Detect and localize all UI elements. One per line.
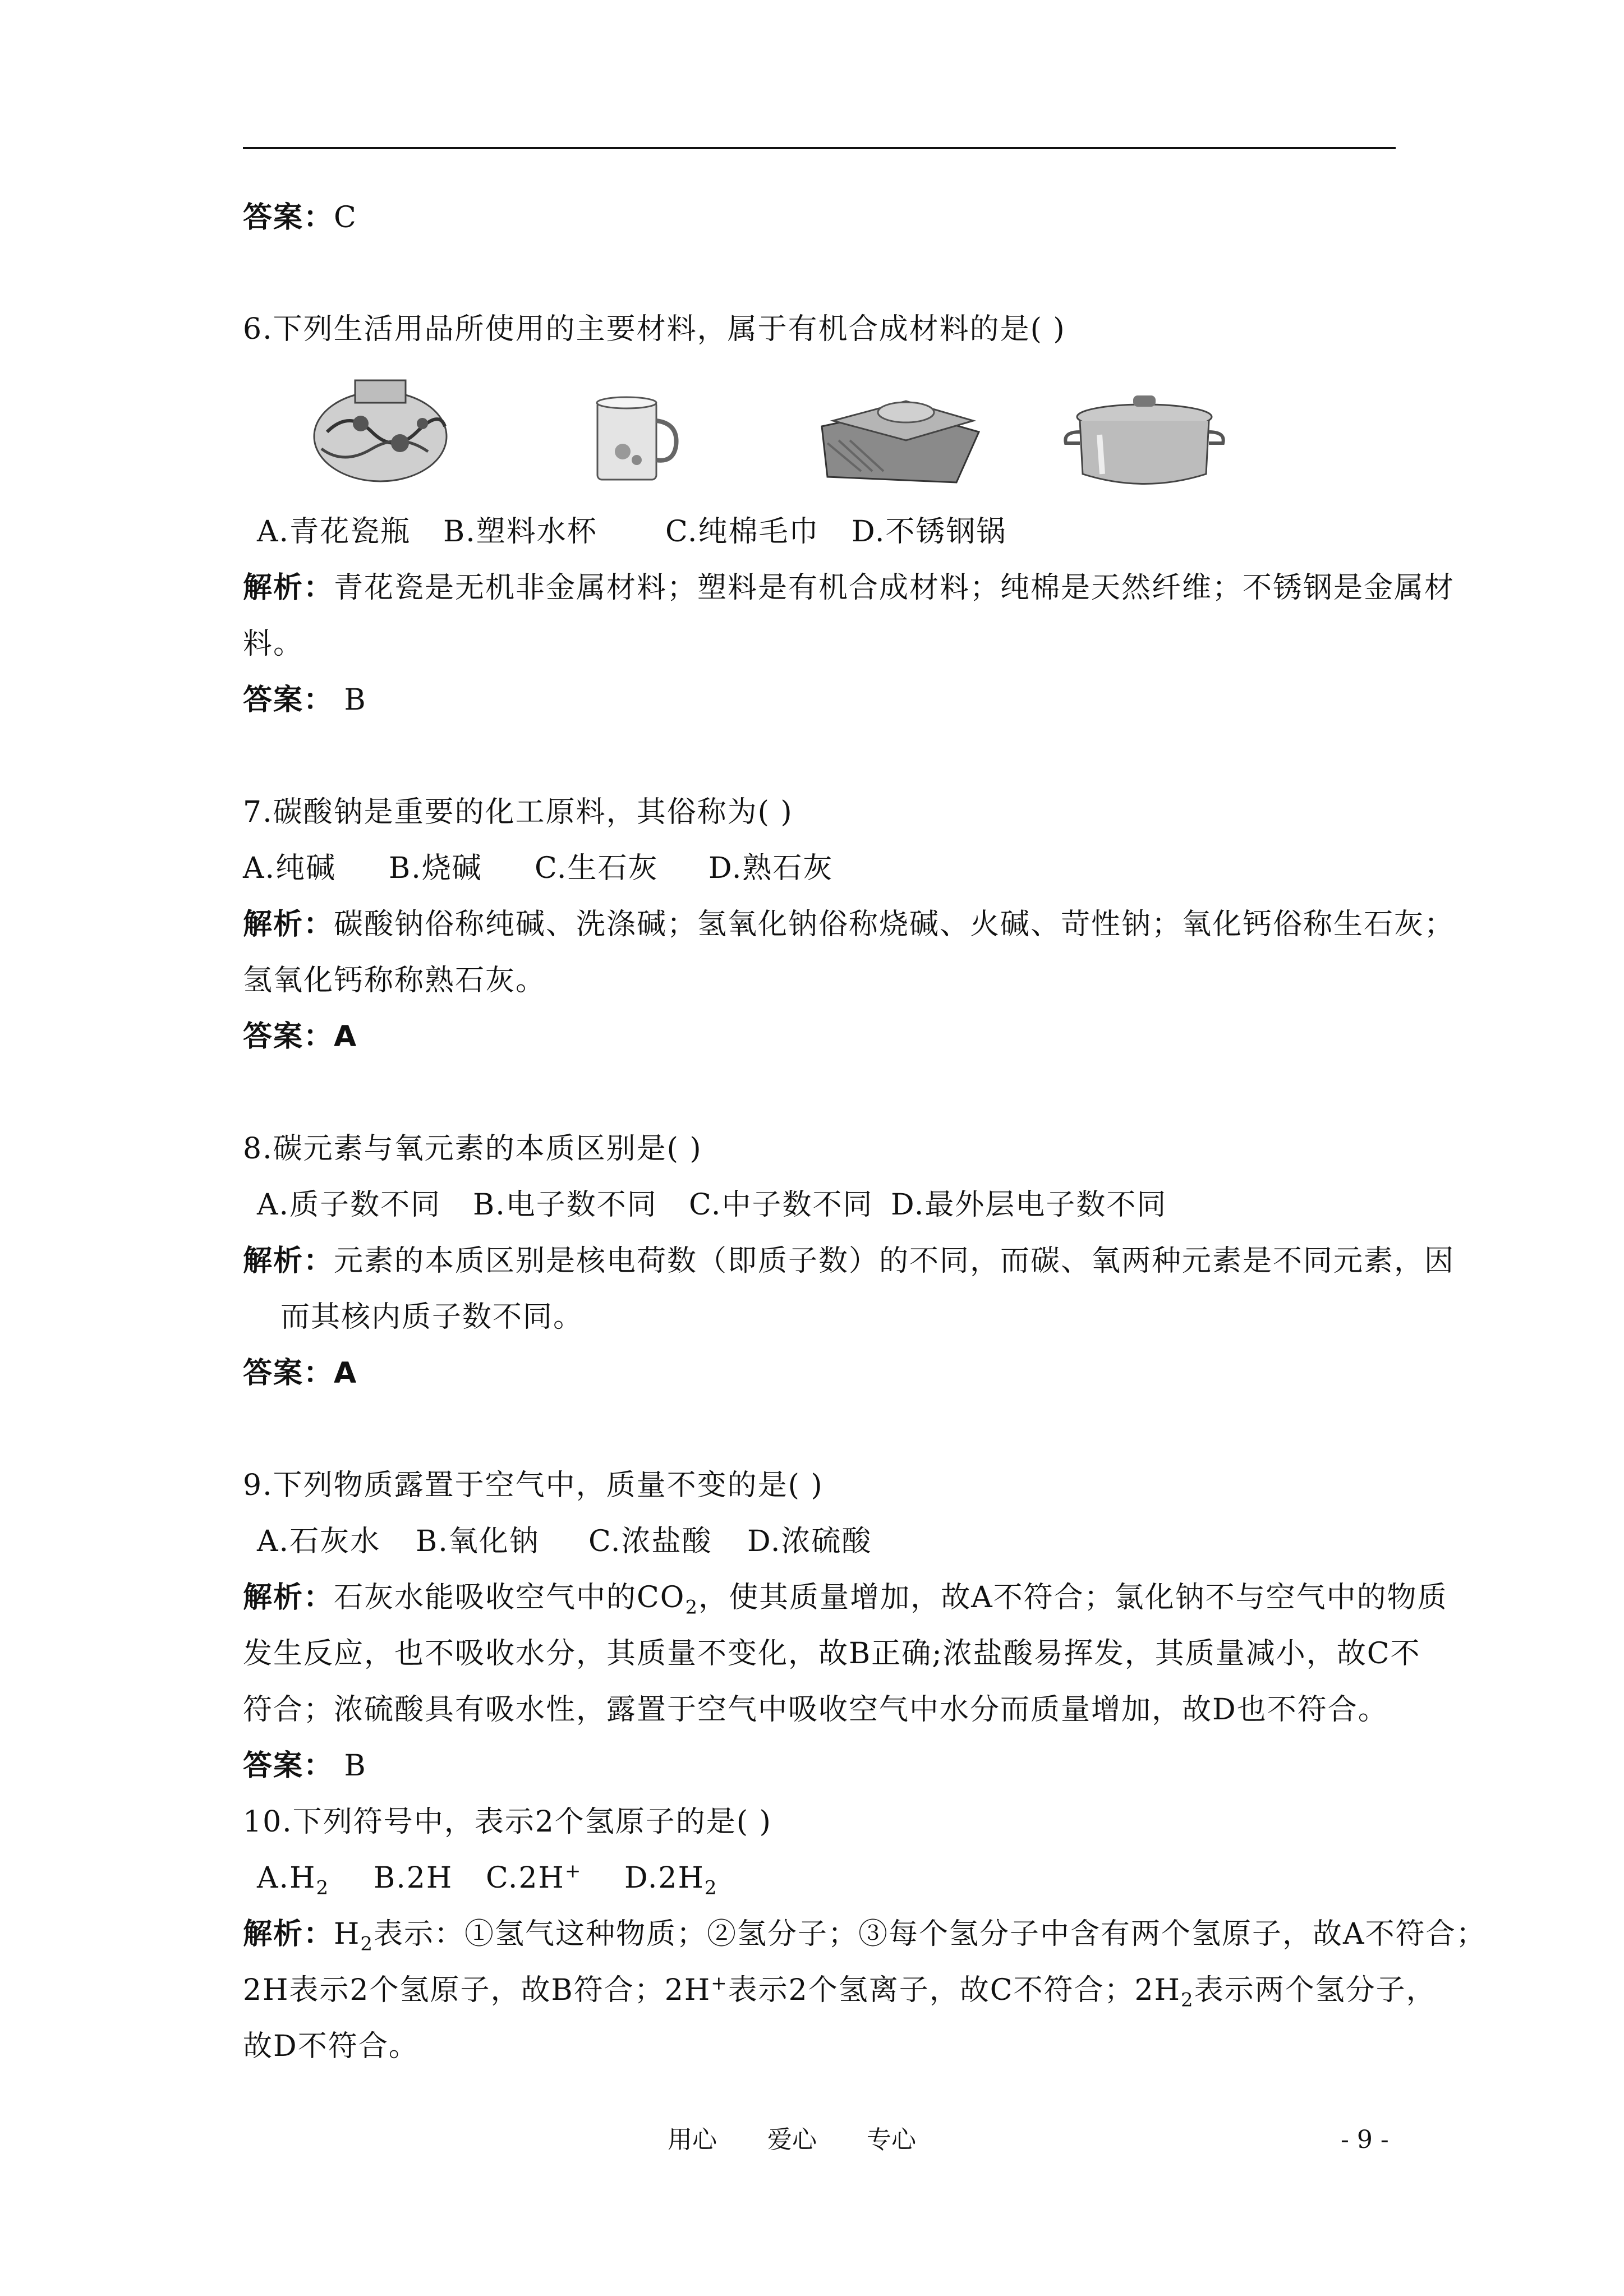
- option: [624, 1861, 718, 1899]
- q6-analysis-cont: 料。: [243, 627, 304, 661]
- answer-value: A: [334, 1020, 358, 1053]
- analysis-label: 解析：: [243, 1581, 334, 1614]
- q7-options: [243, 852, 833, 885]
- option: B.塑料水杯: [443, 515, 597, 549]
- q10-question: 10.下列符号中，表示2个氢原子的是( ): [243, 1805, 772, 1839]
- q7-question: 7.碳酸钠是重要的化工原料，其俗称为( ): [243, 795, 793, 829]
- analysis-text: 石灰水能吸收空气中的CO: [334, 1581, 686, 1614]
- analysis-text: 元素的本质区别是核电荷数（即质子数）的不同，而碳、氧两种元素是不同元素，因: [334, 1244, 1455, 1278]
- q9-analysis-cont: 符合；浓硫酸具有吸水性，露置于空气中吸收空气中水分而质量增加，故D也不符合。: [243, 1693, 1388, 1727]
- q10-analysis-cont: 故D不符合。: [243, 2030, 419, 2063]
- q6-question: 6.下列生活用品所使用的主要材料，属于有机合成材料的是( ): [243, 312, 1066, 346]
- q5-answer-line: [243, 201, 357, 234]
- option: A.青花瓷瓶: [257, 515, 411, 549]
- q7-answer-line: [243, 1020, 357, 1053]
- option: A.纯碱: [243, 852, 337, 885]
- answer-label: 答案：: [243, 1749, 334, 1783]
- option: D.熟石灰: [709, 852, 834, 885]
- answer-label: 答案：: [243, 683, 334, 717]
- option: B.电子数不同: [473, 1188, 657, 1222]
- option: D.不锈钢锅: [852, 515, 1007, 549]
- q9-answer-line: [243, 1749, 367, 1783]
- footer-motto-1: 用心: [668, 2125, 717, 2154]
- footer-motto-3: 专心: [867, 2125, 916, 2154]
- option: A.质子数不同: [257, 1188, 441, 1222]
- q8-options: [257, 1188, 1167, 1222]
- option: B.氧化钠: [416, 1525, 540, 1558]
- option: D.浓硫酸: [747, 1525, 872, 1558]
- q9-analysis-cont: 发生反应，也不吸收水分，其质量不变化，故B正确;浓盐酸易挥发，其质量减小，故C不: [243, 1637, 1421, 1671]
- porcelain-vase-icon: [310, 370, 450, 485]
- option-text: C.2H: [486, 1861, 565, 1895]
- q9-question: 9.下列物质露置于空气中，质量不变的是( ): [243, 1469, 823, 1502]
- answer-value: C: [334, 201, 357, 234]
- option: C.生石灰: [535, 852, 659, 885]
- cotton-towel-icon: [811, 387, 990, 488]
- subscript: 2: [1180, 1989, 1194, 2012]
- analysis-text: 表示2个氢离子，故C不符合；2H: [728, 1973, 1181, 2007]
- analysis-label: 解析：: [243, 571, 334, 605]
- analysis-text: 表示：①氢气这种物质；②氢分子；③每个氢分子中含有两个氢原子，故A不符合；: [374, 1917, 1487, 1951]
- q8-question: 8.碳元素与氧元素的本质区别是( ): [243, 1132, 702, 1166]
- analysis-text: 2H表示2个氢原子，故B符合；2H: [243, 1973, 711, 2007]
- q6-analysis: [243, 571, 1455, 605]
- q8-answer-line: [243, 1356, 357, 1390]
- q6-options: [257, 515, 1006, 549]
- superscript: +: [711, 1972, 728, 1995]
- analysis-text: 表示两个氢分子，: [1194, 1973, 1437, 2007]
- option: C.中子数不同: [689, 1188, 873, 1222]
- subscript: 2: [316, 1876, 330, 1899]
- q9-analysis: [243, 1581, 1448, 1619]
- option: C.纯棉毛巾: [665, 515, 820, 549]
- q7-analysis: [243, 908, 1455, 941]
- q6-answer-line: [243, 683, 367, 717]
- q8-analysis-cont: 而其核内质子数不同。: [280, 1300, 584, 1334]
- answer-value: B: [334, 1749, 367, 1783]
- answer-value: B: [334, 683, 367, 717]
- stainless-pot-icon: [1060, 390, 1229, 491]
- option: [257, 1861, 374, 1899]
- header-rule: [243, 147, 1396, 149]
- answer-value: A: [334, 1356, 358, 1390]
- q8-analysis: [243, 1244, 1455, 1278]
- option: B.烧碱: [389, 852, 482, 885]
- plastic-cup-icon: [592, 393, 682, 485]
- answer-label: 答案：: [243, 1356, 334, 1390]
- answer-label: 答案：: [243, 201, 334, 234]
- analysis-label: 解析：: [243, 908, 334, 941]
- analysis-text: H: [334, 1917, 361, 1951]
- option: C.浓盐酸: [588, 1525, 712, 1558]
- q10-analysis-cont: [243, 1972, 1437, 2012]
- q10-options: [257, 1860, 718, 1899]
- option: [486, 1861, 624, 1895]
- subscript: 2: [704, 1876, 718, 1899]
- subscript: 2: [685, 1596, 699, 1619]
- page-number: - 9 -: [1341, 2125, 1389, 2154]
- analysis-label: 解析：: [243, 1917, 334, 1951]
- option: D.最外层电子数不同: [891, 1188, 1167, 1222]
- q9-options: [257, 1525, 872, 1558]
- footer-motto-2: 爱心: [767, 2125, 817, 2154]
- answer-label: 答案：: [243, 1020, 334, 1053]
- option: A.石灰水: [257, 1525, 381, 1558]
- q10-analysis: [243, 1917, 1487, 1955]
- subscript: 2: [360, 1932, 374, 1955]
- option-text: D.2H: [624, 1861, 705, 1895]
- analysis-text: 青花瓷是无机非金属材料；塑料是有机合成材料；纯棉是天然纤维；不锈钢是金属材: [334, 571, 1455, 605]
- option: B.2H: [374, 1861, 453, 1895]
- q7-analysis-cont: 氢氧化钙称称熟石灰。: [243, 964, 546, 997]
- superscript: +: [564, 1860, 582, 1883]
- analysis-label: 解析：: [243, 1244, 334, 1278]
- analysis-text: 碳酸钠俗称纯碱、洗涤碱；氢氧化钠俗称烧碱、火碱、苛性钠；氧化钙俗称生石灰；: [334, 908, 1455, 941]
- analysis-text: ，使其质量增加，故A不符合；氯化钠不与空气中的物质: [698, 1581, 1448, 1614]
- option-text: A.H: [257, 1861, 316, 1895]
